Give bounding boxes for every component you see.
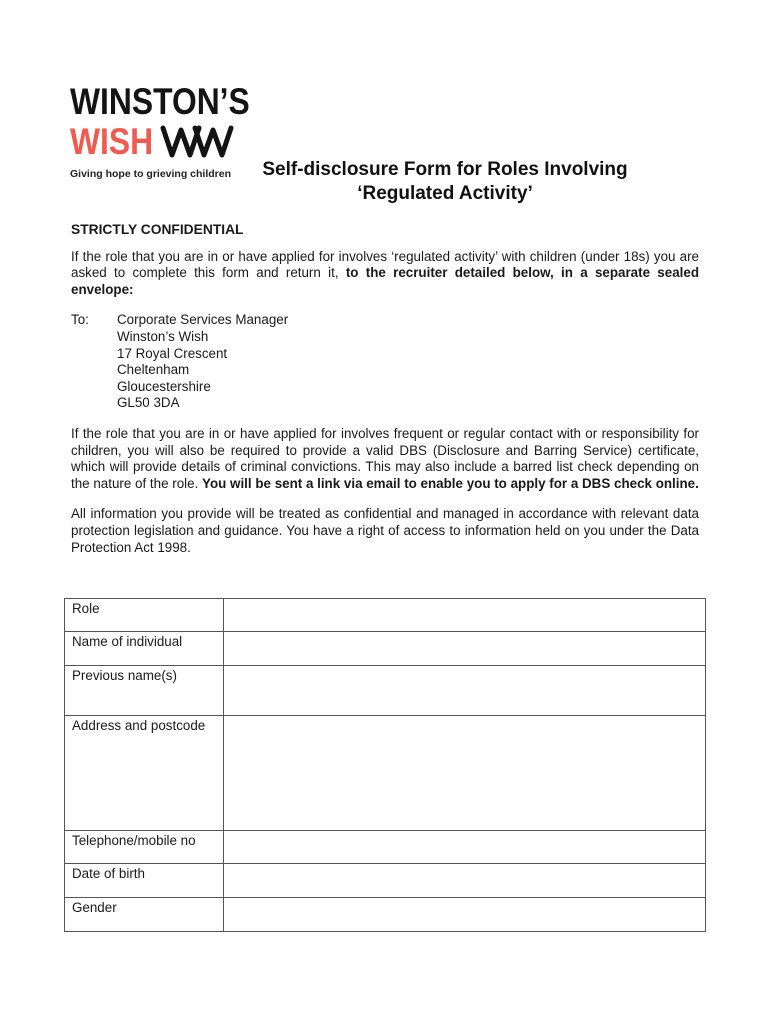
logo-tagline: Giving hope to grieving children bbox=[70, 168, 232, 180]
role-field[interactable] bbox=[224, 599, 706, 632]
address-field[interactable] bbox=[224, 716, 706, 831]
previous-names-field[interactable] bbox=[224, 666, 706, 716]
telephone-label: Telephone/mobile no bbox=[65, 831, 224, 864]
address-line: Corporate Services Manager bbox=[117, 312, 289, 328]
address-lines bbox=[117, 312, 288, 412]
dbs-paragraph bbox=[71, 426, 699, 492]
address-label: Address and postcode bbox=[65, 716, 224, 831]
gender-field[interactable] bbox=[224, 898, 706, 932]
date-of-birth-field[interactable] bbox=[224, 864, 706, 898]
recipient-address bbox=[71, 312, 699, 412]
table-row bbox=[65, 898, 706, 932]
address-line: Cheltenham bbox=[117, 362, 190, 378]
role-label: Role bbox=[65, 599, 224, 632]
form-title-line2: ‘Regulated Activity’ bbox=[357, 183, 533, 204]
address-line: GL50 3DA bbox=[117, 395, 180, 411]
intro-paragraph bbox=[71, 249, 699, 299]
data-protection-paragraph: All information you provide will be treated as confidential and managed in accordance with relevant data protection legislation and guidance. You have a right of access to information held on you under the Data Protection Act 1998. bbox=[71, 506, 699, 555]
intro-bold-text: to the recruiter detailed below, in a separate sealed envelope: bbox=[71, 265, 699, 297]
name-label: Name of individual bbox=[65, 632, 224, 666]
table-row bbox=[65, 632, 706, 666]
address-line: 17 Royal Crescent bbox=[117, 345, 228, 361]
table-row bbox=[65, 666, 706, 716]
table-row bbox=[65, 599, 706, 632]
to-label: To: bbox=[71, 312, 89, 328]
table-row bbox=[65, 831, 706, 864]
form-title bbox=[225, 158, 665, 206]
date-of-birth-label: Date of birth bbox=[65, 864, 224, 898]
gender-label: Gender bbox=[65, 898, 224, 932]
table-row bbox=[65, 864, 706, 898]
dbs-text: If the role that you are in or have applied for involves frequent or regular contact with or responsibility for children, you will also be required to provide a valid DBS (Disclosure and Barring Service) certificate, which will provide details of criminal convictions. This may also include a barred list check depending on the nature of the role. bbox=[71, 425, 699, 491]
intro-text: If the role that you are in or have applied for involves ‘regulated activity’ with children (under 18s) you are asked to complete this form and return it, bbox=[71, 248, 699, 281]
table-row bbox=[65, 716, 706, 831]
logo-wordmark-line1: WINSTON’S bbox=[70, 81, 250, 122]
address-line: Winston’s Wish bbox=[117, 328, 209, 344]
document-body bbox=[71, 222, 699, 570]
logo-wordmark-line2: WISH bbox=[70, 121, 154, 162]
dbs-bold-text: You will be sent a link via email to enable you to apply for a DBS check online. bbox=[202, 475, 699, 491]
disclosure-form-table bbox=[64, 598, 706, 932]
wave-mark-icon bbox=[159, 124, 235, 160]
telephone-field[interactable] bbox=[224, 831, 706, 864]
name-field[interactable] bbox=[224, 632, 706, 666]
previous-names-label: Previous name(s) bbox=[65, 666, 224, 716]
logo-line2 bbox=[70, 122, 279, 162]
address-line: Gloucestershire bbox=[117, 378, 211, 394]
confidential-heading: STRICTLY CONFIDENTIAL bbox=[71, 222, 244, 237]
form-title-line1: Self-disclosure Form for Roles Involving bbox=[262, 159, 628, 180]
